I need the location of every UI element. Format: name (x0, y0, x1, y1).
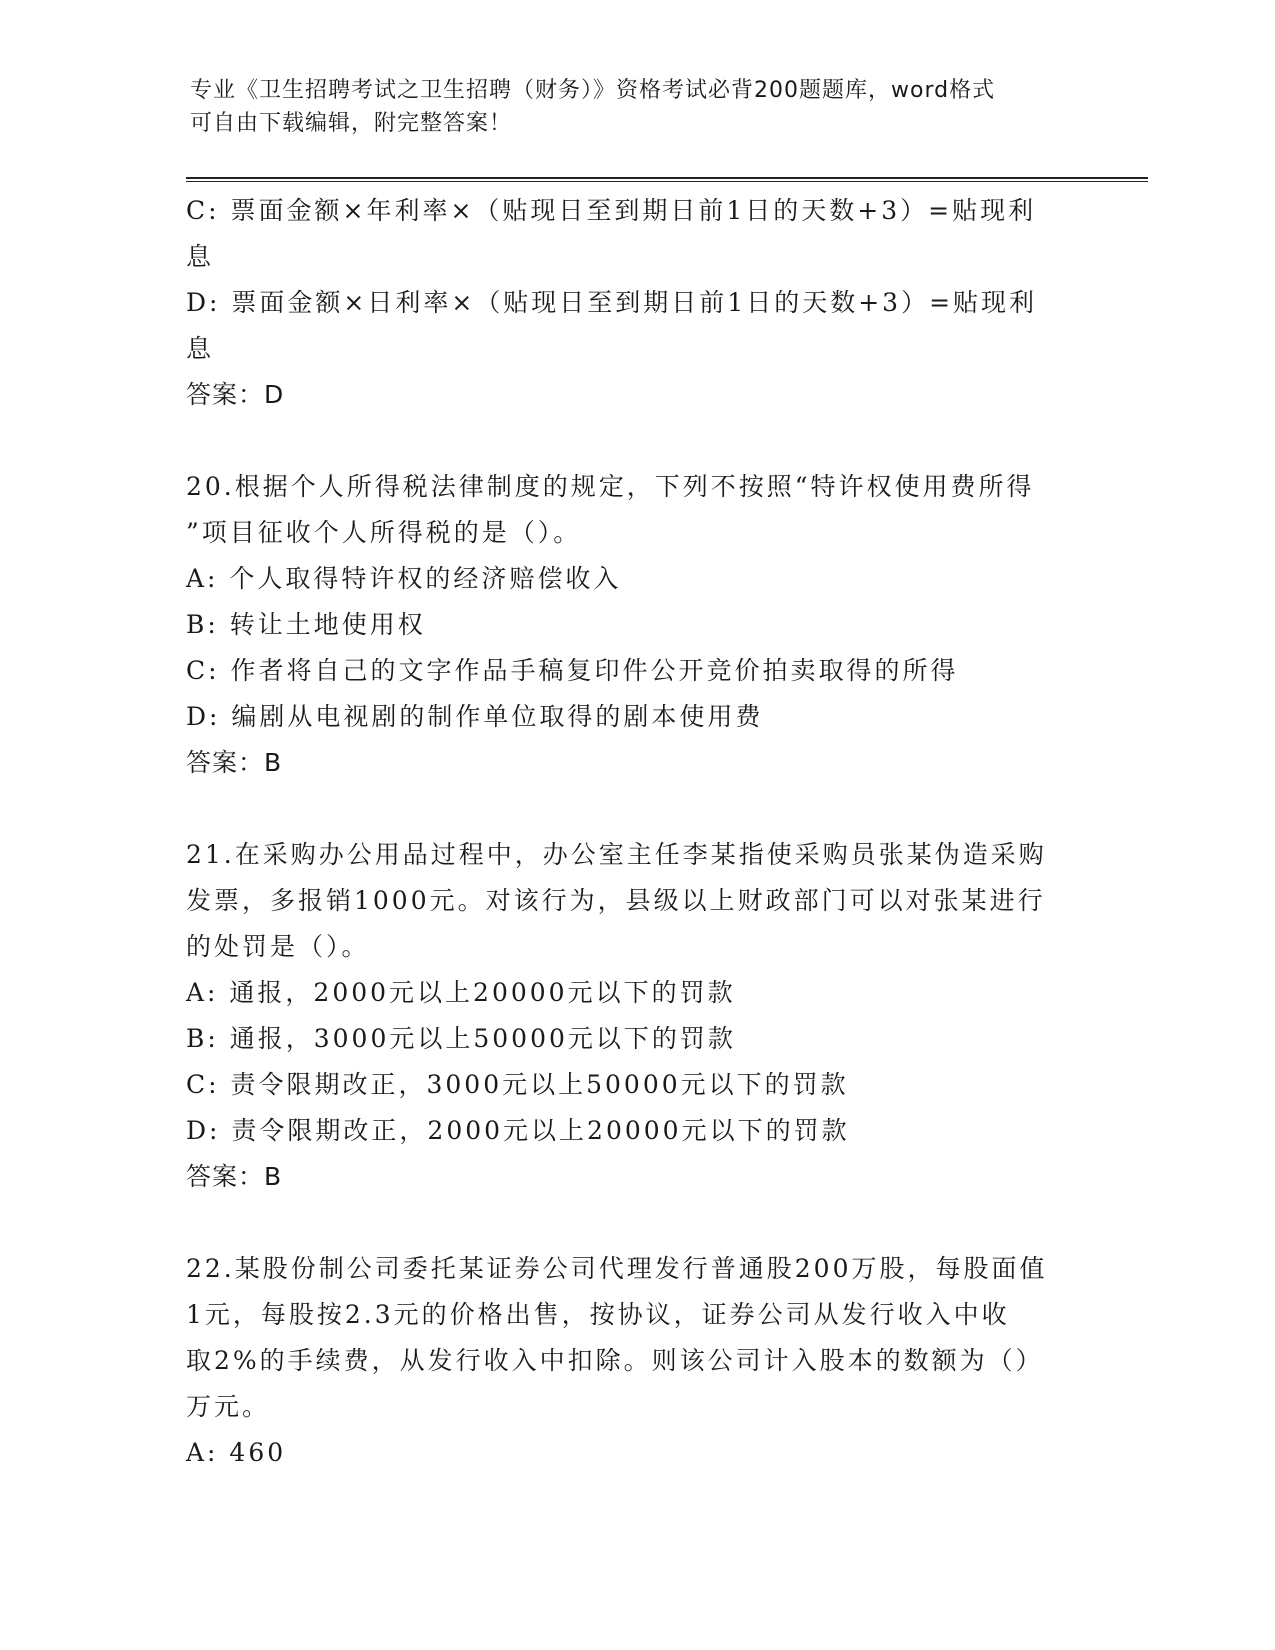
spacer (186, 1200, 1086, 1246)
question-22 (186, 1246, 1086, 1476)
spacer (186, 786, 1086, 832)
spacer (186, 418, 1086, 464)
question-stem-continued: 发票，多报销1000元。对该行为，县级以上财政部门可以对张某进行 (186, 886, 1046, 915)
previous-question-tail (186, 188, 1086, 418)
question-content (186, 188, 1086, 1476)
option-a: A: 460 (186, 1438, 287, 1467)
header-line-1: 专业《卫生招聘考试之卫生招聘（财务）》资格考试必背200题题库，word格式 (190, 78, 996, 103)
option-d: D: 编剧从电视剧的制作单位取得的剧本使用费 (186, 702, 764, 731)
answer: 答案：B (186, 748, 283, 777)
question-stem-continued: 1元，每股按2.3元的价格出售，按协议，证券公司从发行收入中收 (186, 1300, 1010, 1329)
document-header (190, 74, 1090, 140)
question-stem: 21.在采购办公用品过程中，办公室主任李某指使采购员张某伪造采购 (186, 840, 1047, 869)
option-b: B: 通报，3000元以上50000元以下的罚款 (186, 1024, 736, 1053)
question-stem: 22.某股份制公司委托某证券公司代理发行普通股200万股，每股面值 (186, 1254, 1048, 1283)
option-a: A: 通报，2000元以上20000元以下的罚款 (186, 978, 736, 1007)
answer: 答案：B (186, 1162, 283, 1191)
option-a: A: 个人取得特许权的经济赔偿收入 (186, 564, 622, 593)
option-c: C: 票面金额×年利率×（贴现日至到期日前1日的天数+3）=贴现利 (186, 196, 1037, 225)
option-d: D: 票面金额×日利率×（贴现日至到期日前1日的天数+3）=贴现利 (186, 288, 1038, 317)
option-b: B: 转让土地使用权 (186, 610, 426, 639)
question-21 (186, 832, 1086, 1200)
option-d: D: 责令限期改正，2000元以上20000元以下的罚款 (186, 1116, 850, 1145)
header-divider (186, 177, 1148, 182)
option-c: C: 责令限期改正，3000元以上50000元以下的罚款 (186, 1070, 849, 1099)
answer: 答案：D (186, 380, 285, 409)
option-d-continued: 息 (186, 334, 215, 363)
option-c-continued: 息 (186, 242, 215, 271)
header-line-2: 可自由下载编辑，附完整答案！ (190, 111, 513, 136)
question-stem-continued: 取2%的手续费，从发行收入中扣除。则该公司计入股本的数额为（） (186, 1346, 1044, 1375)
question-stem-continued: ”项目征收个人所得税的是（）。 (186, 518, 582, 547)
option-c: C: 作者将自己的文字作品手稿复印件公开竞价拍卖取得的所得 (186, 656, 959, 685)
question-20 (186, 464, 1086, 786)
question-stem-continued: 万元。 (186, 1392, 271, 1421)
question-stem: 20.根据个人所得税法律制度的规定，下列不按照“特许权使用费所得 (186, 472, 1035, 501)
question-stem-continued: 的处罚是（）。 (186, 932, 370, 961)
